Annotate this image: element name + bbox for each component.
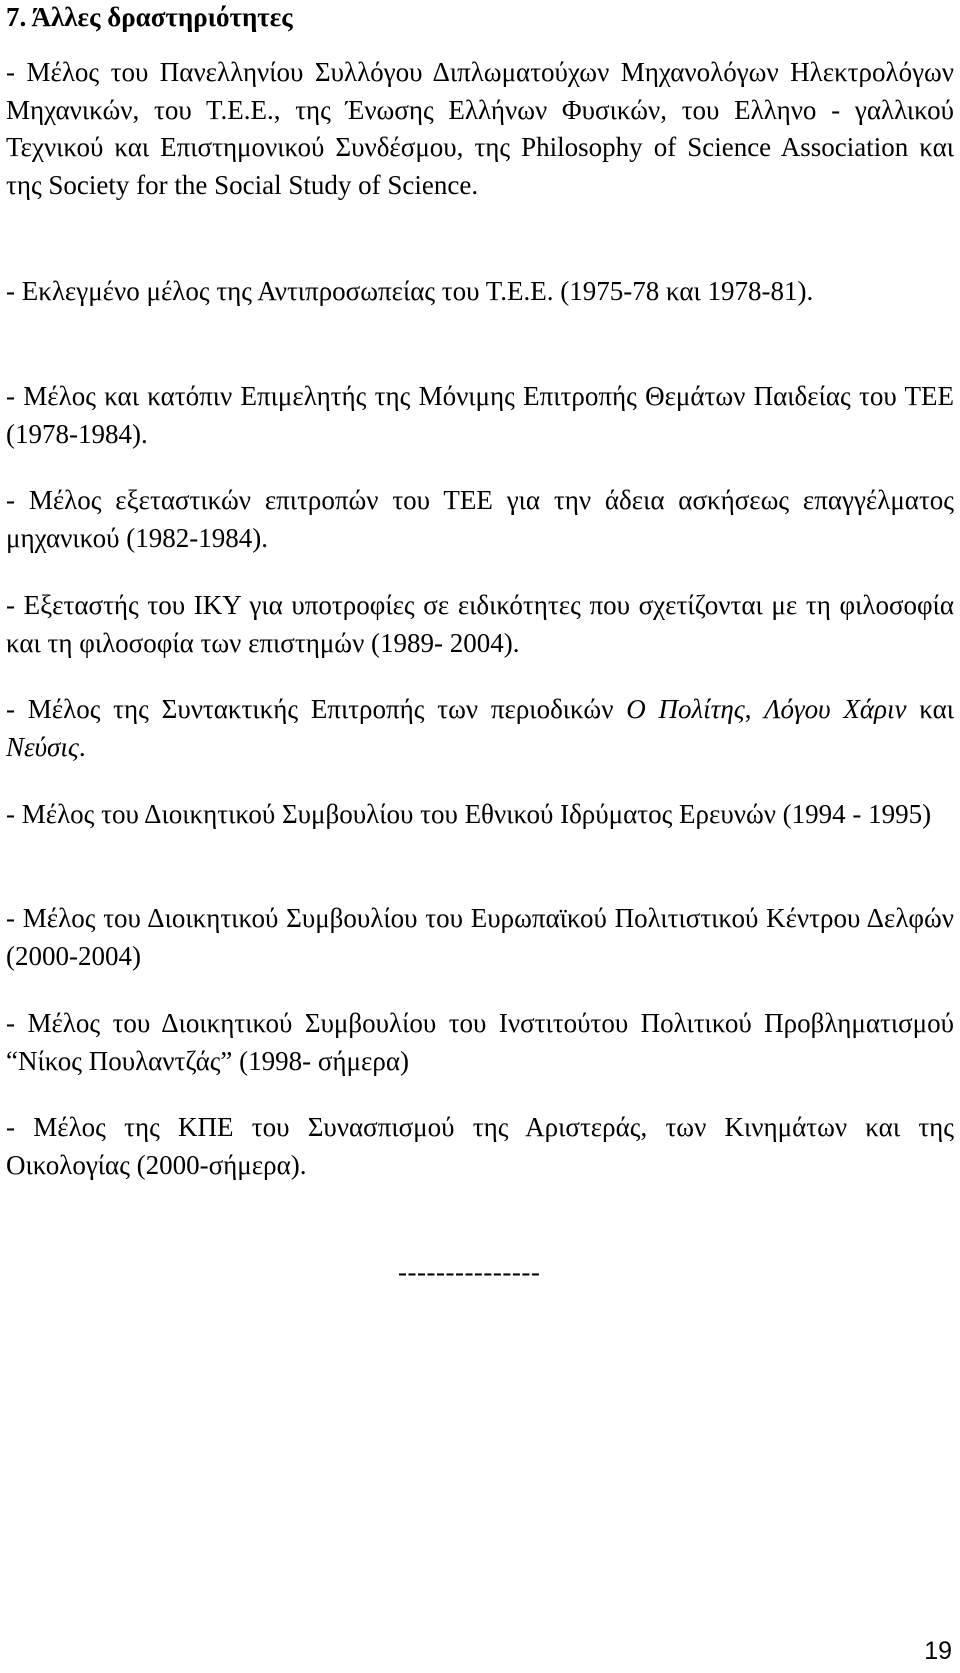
journal-title-o-politis: Ο Πολίτης xyxy=(626,694,745,724)
paragraph-synaspismos: - Μέλος της ΚΠΕ του Συνασπισμού της Αριστεράς, των Κινημάτων και της Οικολογίας (2000-σήμερα). xyxy=(6,1112,954,1180)
section-divider: --------------- xyxy=(398,1257,541,1287)
paragraph-iky-examiner: - Εξεταστής του ΙΚΥ για υποτροφίες σε ειδικότητες που σχετίζονται με τη φιλοσοφία και τη φιλοσοφία των επιστημών (1989- 2004). xyxy=(6,590,954,658)
paragraph-poulantzas-institute: - Μέλος του Διοικητικού Συμβουλίου του Ινστιτούτου Πολιτικού Προβληματισμού “Νίκος Πουλαντζάς” (1998- σήμερα) xyxy=(6,1008,954,1076)
editorial-text-before: - Μέλος της Συντακτικής Επιτροπής των περιοδικών xyxy=(6,694,627,724)
paragraph-education-committee: - Μέλος και κατόπιν Επιμελητής της Μόνιμης Επιτροπής Θεμάτων Παιδείας του ΤΕΕ (1978-1984). xyxy=(6,381,954,449)
paragraph-exam-committees: - Μέλος εξεταστικών επιτροπών του ΤΕΕ για την άδεια ασκήσεως επαγγέλματος μηχανικού (1982-1984). xyxy=(6,485,954,553)
paragraph-national-research-foundation: - Μέλος του Διοικητικού Συμβουλίου του Εθνικού Ιδρύματος Ερευνών (1994 - 1995) xyxy=(6,799,932,829)
journal-title-logou-charin: Λόγου Χάριν xyxy=(764,694,907,724)
journal-title-neusis: Νεύσις xyxy=(6,731,79,762)
page-number: 19 xyxy=(924,1637,952,1665)
paragraph-tee-representation: - Εκλεγμένο μέλος της Αντιπροσωπείας του Τ.Ε.Ε. (1975-78 και 1978-81). xyxy=(6,276,814,306)
editorial-separator-2: και xyxy=(906,694,955,724)
paragraph-delphi-centre: - Μέλος του Διοικητικού Συμβουλίου του Ευρωπαϊκού Πολιτιστικού Κέντρου Δελφών (2000-2004) xyxy=(6,903,954,971)
editorial-separator-1: , xyxy=(744,694,765,724)
section-heading: 7. Άλλες δραστηριότητες xyxy=(6,2,293,32)
paragraph-memberships: - Μέλος του Πανελληνίου Συλλόγου Διπλωματούχων Μηχανολόγων Ηλεκτρολόγων Μηχανικών, του Τ.Ε.Ε., της Ένωσης Ελλήνων Φυσικών, του Ελληνο - γαλλικού Τεχνικού και Επιστημονικού Συνδέσμου, της Philosophy of Science Association και της Society for the Social Study of Science. xyxy=(6,57,954,200)
paragraph-editorial-board xyxy=(6,691,954,766)
editorial-text-after: . xyxy=(78,731,86,762)
